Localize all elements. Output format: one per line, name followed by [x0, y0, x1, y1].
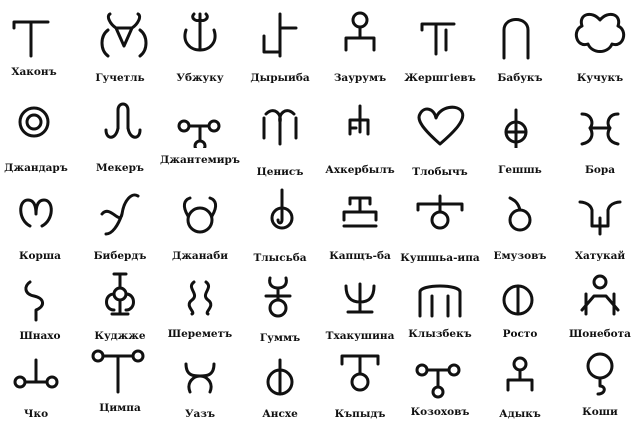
symbol-label: Куджже: [94, 330, 146, 342]
cell-kozokhov: [400, 342, 480, 427]
hakon-tamga-icon: [0, 0, 80, 60]
koshi-tamga-icon: [560, 342, 640, 402]
symbol-label: Заурумъ: [333, 72, 387, 84]
shnakho-tamga-icon: [0, 264, 80, 324]
cell-dyryiba: [240, 0, 320, 85]
cell-meker: [80, 88, 160, 173]
cell-kudzhzhe: [80, 264, 160, 349]
symbol-label: Капщъ-ба: [329, 250, 391, 262]
cell-tsimpa: [80, 342, 160, 427]
symbol-label: Чко: [23, 408, 49, 420]
symbol-label: Убжуку: [176, 72, 224, 84]
tlysba-tamga-icon: [240, 176, 320, 236]
symbol-label: Уазъ: [184, 408, 216, 420]
emuzov-tamga-icon: [480, 176, 560, 236]
symbol-label: Джандаръ: [4, 162, 68, 174]
symbol-label: Жершгіевъ: [404, 72, 476, 84]
sheremet-tamga-icon: [160, 264, 240, 324]
symbol-label: Гешшь: [498, 164, 542, 176]
dzhantemir-tamga-icon: [160, 88, 240, 148]
symbol-label: Бора: [584, 164, 616, 176]
tkhakushina-tamga-icon: [320, 264, 400, 324]
cell-biberd: [80, 176, 160, 261]
cell-tlysba: [240, 176, 320, 264]
symbol-label: Шонебота: [568, 328, 631, 340]
cell-tsenis: [240, 88, 320, 178]
symbol-label: Адыкъ: [499, 408, 541, 420]
shonebota-tamga-icon: [560, 264, 640, 324]
akhkerbyl-tamga-icon: [320, 88, 400, 148]
symbol-label: Кучукъ: [576, 72, 624, 84]
symbol-label: Корша: [19, 250, 61, 262]
symbol-label: Ансхе: [262, 408, 298, 420]
symbol-label: Гуммъ: [259, 332, 301, 344]
symbol-label: Мекеръ: [96, 162, 144, 174]
cell-guchetl: [80, 0, 160, 85]
tlobych-tamga-icon: [400, 88, 480, 148]
babuk-tamga-icon: [480, 0, 560, 60]
cell-kpyd: [320, 342, 400, 427]
symbol-label: Шереметъ: [167, 328, 233, 340]
cell-babuk: [480, 0, 560, 85]
cell-dzhantemir: [160, 88, 240, 173]
symbol-label: Тлысьба: [253, 252, 307, 264]
symbol-label: Кушшьа-ипа: [400, 252, 480, 264]
symbol-label: Тхакушина: [325, 330, 395, 342]
symbol-label: Емузовъ: [493, 250, 547, 262]
cell-uaz: [160, 342, 240, 427]
zhershgiev-tamga-icon: [400, 0, 480, 60]
symbol-label: Бибердъ: [93, 250, 147, 262]
symbol-label: Джантемиръ: [160, 154, 240, 166]
ubzhuku-tamga-icon: [160, 0, 240, 60]
cell-gumm: [240, 264, 320, 349]
cell-koshi: [560, 342, 640, 427]
kushsha-ipa-tamga-icon: [400, 176, 480, 236]
kapshch-ba-tamga-icon: [320, 176, 400, 236]
zaurum-tamga-icon: [320, 0, 400, 60]
cell-tlobych: [400, 88, 480, 178]
meker-tamga-icon: [80, 88, 160, 148]
chko-tamga-icon: [0, 342, 80, 402]
cell-hakon: [0, 0, 80, 85]
cell-shnakho: [0, 264, 80, 349]
cell-klyzbek: [400, 264, 480, 349]
symbol-label: Коши: [582, 406, 618, 418]
cell-anskhe: [240, 342, 320, 427]
cell-ubzhuku: [160, 0, 240, 85]
cell-emuzov: [480, 176, 560, 261]
symbol-label: Шнахо: [19, 330, 61, 342]
guchetl-tamga-icon: [80, 0, 160, 60]
cell-rosto: [480, 264, 560, 349]
cell-geshsh: [480, 88, 560, 176]
symbol-label: Бабукъ: [497, 72, 543, 84]
geshsh-tamga-icon: [480, 88, 560, 148]
adyk-tamga-icon: [480, 342, 560, 402]
khatukai-tamga-icon: [560, 176, 640, 236]
cell-bora: [560, 88, 640, 176]
symbol-label: Ахкербылъ: [325, 164, 395, 176]
biberd-tamga-icon: [80, 176, 160, 236]
cell-kushsha-ipa: [400, 176, 480, 264]
cell-kuchuk: [560, 0, 640, 85]
cell-tkhakushina: [320, 264, 400, 349]
cell-zaurum: [320, 0, 400, 85]
cell-shonebota: [560, 264, 640, 349]
symbol-label: Хаконъ: [11, 66, 57, 78]
symbol-label: Тлобычъ: [412, 166, 468, 178]
kuchuk-tamga-icon: [560, 0, 640, 60]
tsenis-tamga-icon: [240, 88, 320, 148]
symbol-label: Козоховъ: [410, 406, 470, 418]
cell-khatukai: [560, 176, 640, 261]
kpyd-tamga-icon: [320, 342, 400, 402]
symbol-label: Клызбекъ: [408, 328, 472, 340]
symbol-label: Къпыдъ: [334, 408, 386, 420]
gumm-tamga-icon: [240, 264, 320, 324]
cell-kapshch-ba: [320, 176, 400, 261]
cell-dzhanabi: [160, 176, 240, 261]
symbol-label: Дырыиба: [250, 72, 310, 84]
symbol-label: Гучетль: [95, 72, 145, 84]
symbol-label: Ценисъ: [256, 166, 304, 178]
cell-akhkerbyl: [320, 88, 400, 176]
dyryiba-tamga-icon: [240, 0, 320, 60]
symbol-label: Росто: [502, 328, 538, 340]
kozokhov-tamga-icon: [400, 342, 480, 402]
kudzhzhe-tamga-icon: [80, 264, 160, 324]
tsimpa-tamga-icon: [80, 342, 160, 402]
cell-zhershgiev: [400, 0, 480, 85]
korsha-tamga-icon: [0, 176, 80, 236]
klyzbek-tamga-icon: [400, 264, 480, 324]
rosto-tamga-icon: [480, 264, 560, 324]
dzhandar-tamga-icon: [0, 88, 80, 148]
symbol-label: Цимпа: [99, 402, 141, 414]
dzhanabi-tamga-icon: [160, 176, 240, 236]
cell-dzhandar: [0, 88, 80, 173]
uaz-tamga-icon: [160, 342, 240, 402]
cell-korsha: [0, 176, 80, 261]
cell-chko: [0, 342, 80, 427]
cell-sheremet: [160, 264, 240, 349]
bora-tamga-icon: [560, 88, 640, 148]
symbol-label: Хатукай: [574, 250, 626, 262]
cell-adyk: [480, 342, 560, 427]
symbol-label: Джанаби: [171, 250, 229, 262]
anskhe-tamga-icon: [240, 342, 320, 402]
